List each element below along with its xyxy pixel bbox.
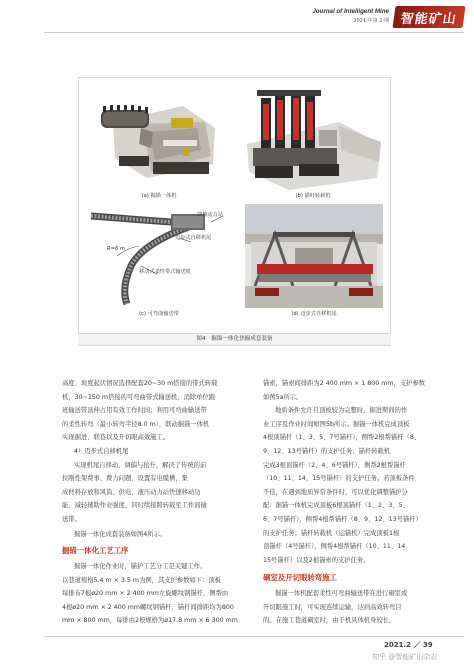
right-para2-l8: 配：掘锚一体机完成顶板6根顶锚杆（1、2、3、5、 — [263, 502, 409, 510]
left-para2-l5: 送带。 — [62, 515, 81, 523]
journal-name: Journal of Intelligent Mine — [312, 8, 389, 15]
diagram-label-radius: R=6 m — [107, 246, 125, 252]
right-para1-l2: 如图5a所示。 — [263, 393, 303, 401]
left-subheading: 4）迈步式自移机尾 — [74, 447, 129, 455]
left-para2-l2: 拉刚性架费事、费力问题，设置有电缆槽，集 — [62, 475, 188, 483]
right-para2-l9: 6、7号锚杆），侧帮4根帮锚杆（8、9、12、13号锚杆） — [263, 515, 422, 523]
right-para2-l12: 15号锚杆）以及2根锚索的支护任务。 — [263, 556, 370, 564]
caption-b: (b) 锚杆转载机 — [295, 193, 331, 199]
right-para2-l3: 4根顶锚杆（1、3、5、7号锚杆），侧帮2根帮锚杆（8、 — [263, 434, 421, 442]
caption-a: (a) 掘锚一体机 — [141, 193, 177, 199]
left-para4-l3: 每排布7根ø20 mm × 2 400 mm左旋螺纹钢锚杆，侧帮由 — [62, 590, 229, 598]
figure-panel — [78, 77, 391, 346]
diagram-label-bend: 移动式柔性带式输送机 — [139, 269, 191, 275]
left-column-lower — [62, 560, 258, 628]
photo-self-moving-tail — [245, 204, 383, 308]
left-para4-l2: 以巷道规格5.4 m × 3.5 m为例，其支护参数如下：顶板 — [62, 576, 221, 584]
left-para1-l5: 实现掘进、联巷以及开切眼高效施工。 — [62, 434, 170, 442]
diagram-flexible-belt — [87, 204, 231, 308]
left-para1-l4: 的柔性转弯（最小转弯半径8.0 m），联动掘锚一体机 — [62, 420, 210, 428]
right-para2-l2: 业工序及作业时间如图5b所示。掘锚一体机完成顶板 — [263, 420, 410, 428]
logo-text: 智能矿山 — [399, 11, 458, 27]
watermark: 知乎 @智能矿山杂志 — [372, 653, 438, 661]
page-number: 2021.2 ／ 39 — [384, 641, 433, 649]
right-para1-l1: 锚索，锚索间排距为2 400 mm × 1 800 mm，支护参数 — [263, 380, 426, 387]
right-para2-l4: 9、12、13号锚杆）的支护任务；锚杆转载机 — [263, 447, 391, 455]
right-para2-l7: 不佳，在遇到地质异常条件时，可以优化调整锚护分 — [263, 488, 408, 496]
right-para2-l11: 顶锚杆（4号锚杆），侧帮4根帮锚杆（10、11、14、 — [263, 543, 412, 551]
photo-bolter-miner — [93, 92, 225, 190]
right-para3-l3: 的。在施工巷道硐室时，由于机具体机身较长， — [263, 617, 396, 625]
right-column-lower — [263, 587, 463, 628]
journal-logo — [392, 6, 465, 28]
left-para1-l3: 班输送带延伸占用有效工作时间；利用可弯曲输送带 — [62, 407, 207, 415]
caption-c: (c) 可弯曲输送带 — [139, 311, 179, 317]
figure-caption: 图4 掘锚一体化快掘成套装备 — [78, 333, 391, 345]
left-para4-l4: 4根ø20 mm × 2 400 mm螺纹钢锚杆，锚杆间排距均为800 — [62, 603, 234, 611]
right-para2-l10: 的支护任务；锚杆转载机（运锚机）完成顶板1根 — [263, 529, 400, 537]
left-para3: 掘锚一体化成套装备如图4所示。 — [74, 530, 167, 538]
left-para2-l1: 实现机尾自移动、调偏与抬升，解决了传统的前 — [74, 461, 207, 469]
right-para2-l5: 完成3根顶锚杆（2、4、6号锚杆），侧帮2根帮锚杆 — [263, 461, 406, 469]
footer-rule — [44, 636, 464, 637]
section-heading-process: 掘锚一体化工艺工序 — [62, 546, 129, 555]
left-para4-l5: mm × 800 mm，每排由2根规格为ø17.8 mm × 6 300 mm — [62, 617, 238, 625]
diagram-label-beam: 穿梭动力站 — [197, 212, 223, 218]
left-para1-l1: 高度、坡度起伏情况选择配套20~30 m搭接的带式转载 — [62, 380, 218, 387]
right-para3-l1: 掘锚一体机配套柔性可弯曲输送带在进行硐室或 — [275, 590, 408, 597]
section-heading-turn: 硐室及开切眼转弯施工 — [263, 573, 337, 582]
right-column — [263, 377, 463, 567]
left-para2-l4: 能，减轻辅助作业强度，同时续接跨转载至工作面输 — [62, 502, 207, 510]
left-column — [62, 377, 258, 541]
right-para2-l1: 地质条件允许且顶板较为完整时，掘进期间的作 — [275, 407, 408, 415]
diagram-label-tail: 迈步式自移机尾 — [175, 235, 212, 241]
left-para4-l1: 掘锚一体化作业时，锚护工艺分工是关键工作。 — [74, 563, 207, 570]
photo-bolter-transfer — [243, 82, 383, 192]
issue-label: 2021 年第 2 期 — [353, 18, 389, 24]
right-para3-l2: 开切眼施工时，可实现连续运输，达到高效转弯目 — [263, 603, 402, 611]
right-para2-l6: （10、11、14、15号锚杆）的支护任务。若顶板条件 — [263, 475, 415, 483]
caption-d: (d) 迈步式自移机尾 — [291, 311, 337, 317]
left-para2-l3: 成材料存放和风筒、供电、液压动力站快速移动功 — [62, 488, 201, 496]
left-para1-l2: 机，30~150 m搭接的可弯曲带式输送机，消除单位跟 — [62, 393, 216, 401]
header-rule — [44, 32, 464, 33]
